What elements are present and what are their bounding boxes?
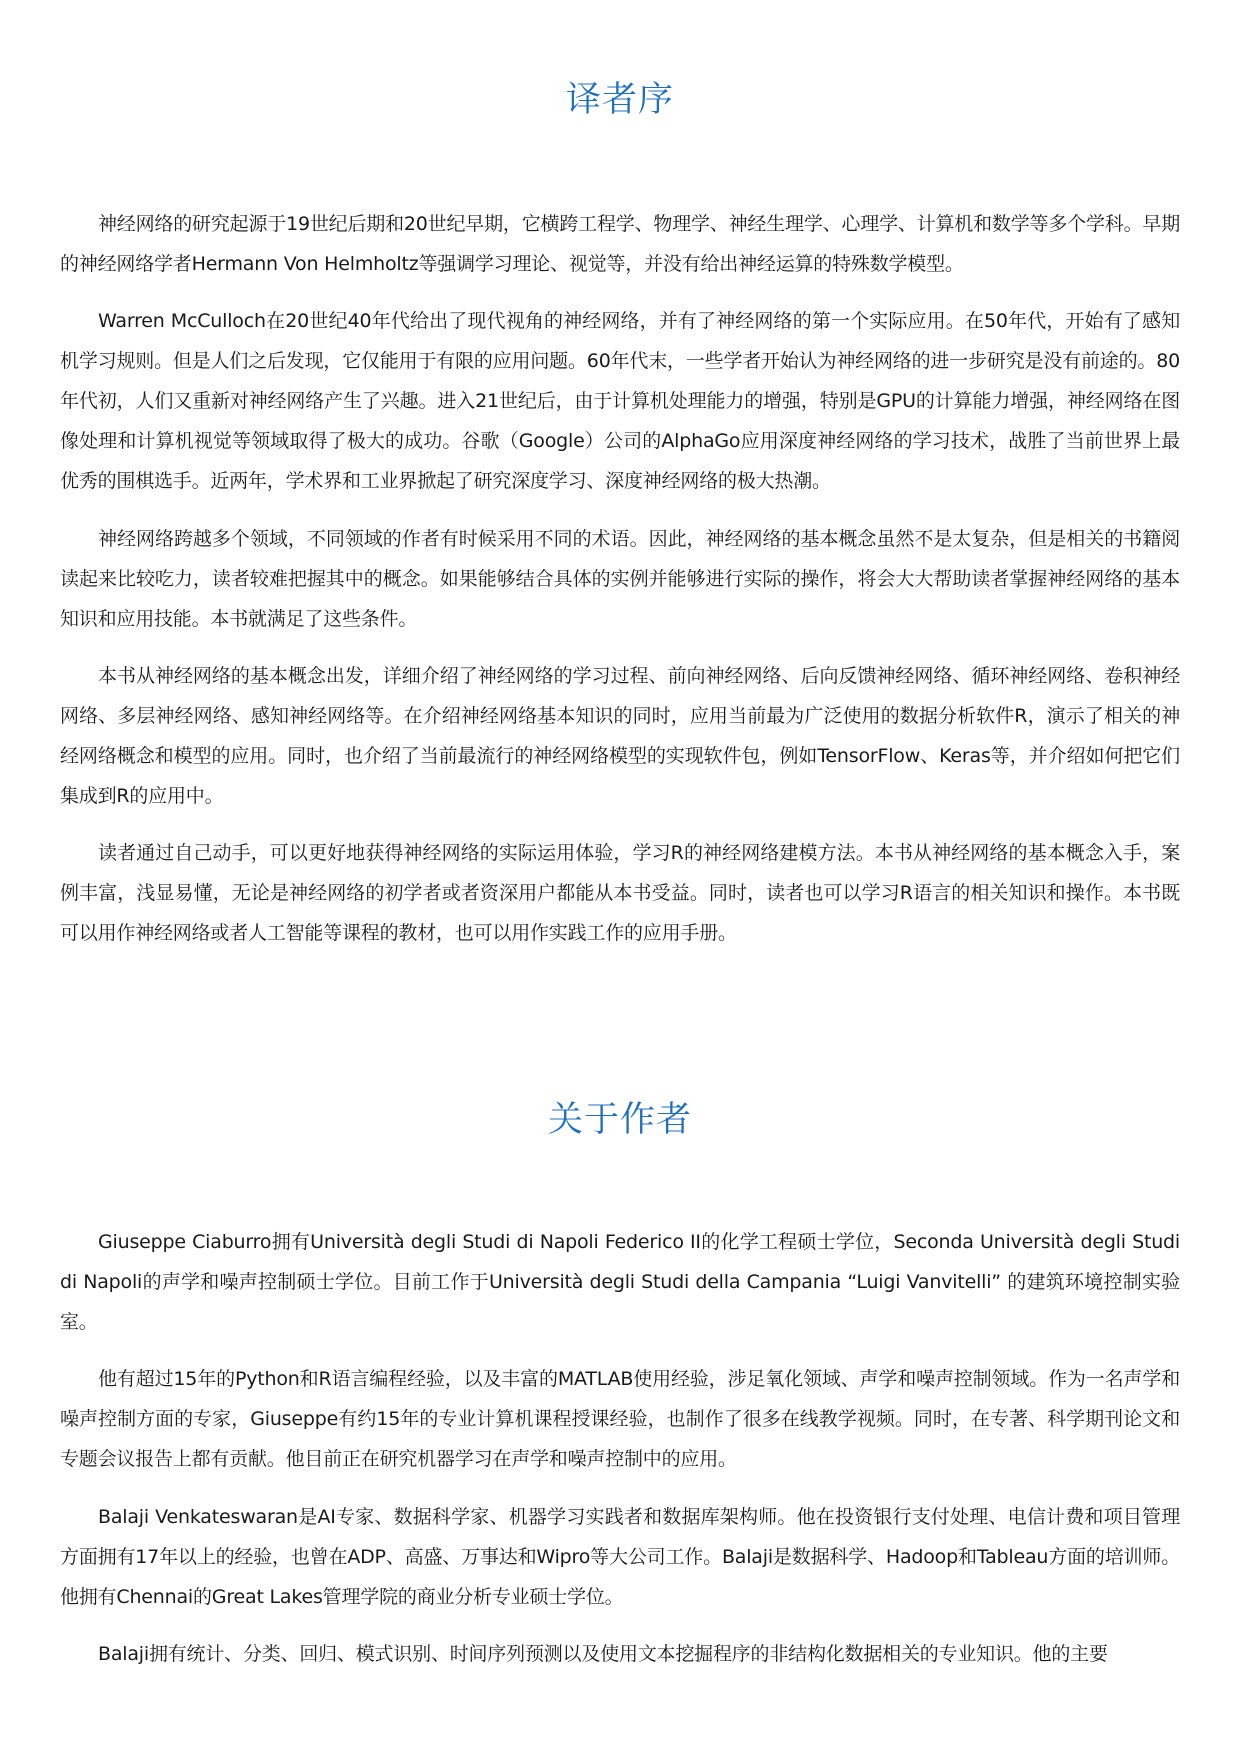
preface-paragraph-2: Warren McCulloch在20世纪40年代给出了现代视角的神经网络，并有了神经网络的第一个实际应用。在50年代，开始有了感知机学习规则。但是人们之后发现，它仅能用于有限的应用问题。60年代末，一些学者开始认为神经网络的进一步研究是没有前途的。80年代初，人们又重新对神经网络产生了兴趣。进入21世纪后，由于计算机处理能力的增强，特别是GPU的计算能力增强，神经网络在图像处理和计算机视觉等领域取得了极大的成功。谷歌（Google）公司的AlphaGo应用深度神经网络的学习技术，战胜了当前世界上最优秀的围棋选手。近两年，学术界和工业界掀起了研究深度学习、深度神经网络的极大热潮。 <box>60 310 1180 493</box>
preface-body <box>60 204 1180 970</box>
author-paragraph-1: Giuseppe Ciaburro拥有Università degli Studi di Napoli Federico II的化学工程硕士学位，Seconda Università degli Studi di Napoli的声学和噪声控制硕士学位。目前工作于Università degli Studi della Campania “Luigi Vanvitelli” 的建筑环境控制实验室。 <box>60 1231 1180 1333</box>
about-authors-title: 关于作者 <box>547 1100 692 1140</box>
author-paragraph-2: 他有超过15年的Python和R语言编程经验，以及丰富的MATLAB使用经验，涉足氧化领域、声学和噪声控制领域。作为一名声学和噪声控制方面的专家，Giuseppe有约15年的专业计算机课程授课经验，也制作了很多在线教学视频。同时，在专著、科学期刊论文和专题会议报告上都有贡献。他目前正在研究机器学习在声学和噪声控制中的应用。 <box>60 1368 1180 1471</box>
preface-paragraph-4: 本书从神经网络的基本概念出发，详细介绍了神经网络的学习过程、前向神经网络、后向反馈神经网络、循环神经网络、卷积神经网络、多层神经网络、感知神经网络等。在介绍神经网络基本知识的同时，应用当前最为广泛使用的数据分析软件R，演示了相关的神经网络概念和模型的应用。同时，也介绍了当前最流行的神经网络模型的实现软件包，例如TensorFlow、Keras等，并介绍如何把它们集成到R的应用中。 <box>60 664 1180 807</box>
preface-paragraph-3: 神经网络跨越多个领域，不同领域的作者有时候采用不同的术语。因此，神经网络的基本概念虽然不是太复杂，但是相关的书籍阅读起来比较吃力，读者较难把握其中的概念。如果能够结合具体的实例并能够进行实际的操作，将会大大帮助读者掌握神经网络的基本知识和应用技能。本书就满足了这些条件。 <box>60 527 1180 630</box>
author-paragraph-4: Balaji拥有统计、分类、回归、模式识别、时间序列预测以及使用文本挖掘程序的非结构化数据相关的专业知识。他的主要 <box>98 1642 1108 1665</box>
preface-title: 译者序 <box>565 80 674 120</box>
preface-paragraph-5: 读者通过自己动手，可以更好地获得神经网络的实际运用体验，学习R的神经网络建模方法。本书从神经网络的基本概念入手，案例丰富，浅显易懂，无论是神经网络的初学者或者资深用户都能从本书受益。同时，读者也可以学习R语言的相关知识和操作。本书既可以用作神经网络或者人工智能等课程的教材，也可以用作实践工作的应用手册。 <box>60 842 1180 945</box>
author-paragraph-3: Balaji Venkateswaran是AI专家、数据科学家、机器学习实践者和数据库架构师。他在投资银行支付处理、电信计费和项目管理方面拥有17年以上的经验，也曾在ADP、高盛、万事达和Wipro等大公司工作。Balaji是数据科学、Hadoop和Tableau方面的培训师。他拥有Chennai的Great Lakes管理学院的商业分析专业硕士学位。 <box>60 1505 1180 1608</box>
about-authors-body <box>60 1222 1180 1691</box>
preface-paragraph-1: 神经网络的研究起源于19世纪后期和20世纪早期，它横跨工程学、物理学、神经生理学、心理学、计算机和数学等多个学科。早期的神经网络学者Hermann Von Helmholtz等强调学习理论、视觉等，并没有给出神经运算的特殊数学模型。 <box>60 213 1180 275</box>
